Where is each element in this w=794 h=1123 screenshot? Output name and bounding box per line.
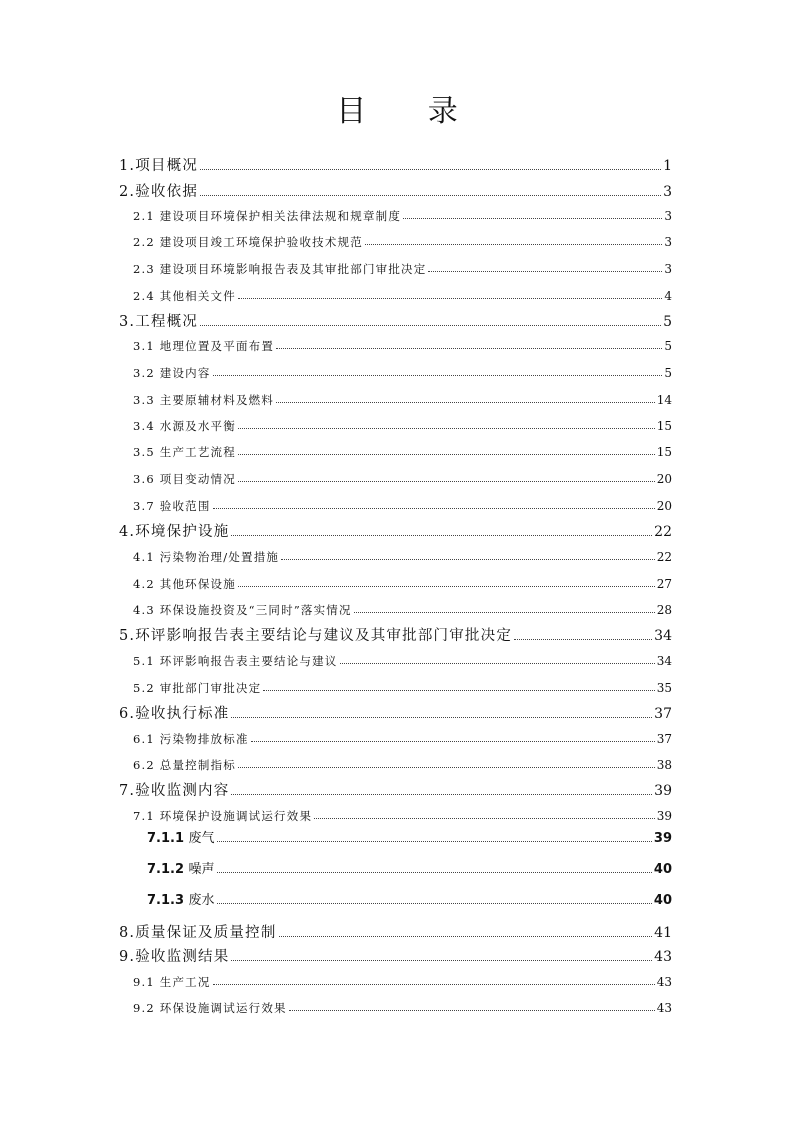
toc-dot-leader <box>365 243 662 245</box>
toc-entry[interactable] <box>119 732 672 747</box>
toc-page-number: 43 <box>656 975 672 989</box>
toc-entry-text: 3.1 地理位置及平面布置 <box>133 339 275 353</box>
toc-entry-text: 3.工程概况 <box>119 314 199 330</box>
toc-dot-leader <box>276 401 655 403</box>
toc-dot-leader <box>217 871 652 873</box>
toc-dot-leader <box>354 611 655 613</box>
toc-entry[interactable] <box>119 157 672 175</box>
toc-entry-text: 1.项目概况 <box>119 158 199 174</box>
toc-entry-text: 4.1 污染物治理/处置措施 <box>133 550 280 564</box>
toc-dot-leader <box>314 817 655 819</box>
toc-entry[interactable] <box>119 262 672 277</box>
toc-dot-leader <box>238 297 662 299</box>
toc-page-number: 3 <box>664 209 672 223</box>
toc-entry[interactable] <box>119 892 672 909</box>
toc-page-number: 40 <box>653 862 672 877</box>
toc-dot-leader <box>238 427 655 429</box>
toc-entry[interactable] <box>119 861 672 878</box>
toc-entry[interactable] <box>119 758 672 773</box>
toc-page-number: 28 <box>656 603 672 617</box>
toc-entry[interactable] <box>119 681 672 696</box>
toc-entry[interactable] <box>119 948 672 966</box>
toc-dot-leader <box>213 507 655 509</box>
toc-dot-leader <box>238 766 655 768</box>
toc-dot-leader <box>231 793 652 795</box>
toc-entry-text: 7.验收监测内容 <box>119 783 230 799</box>
toc-entry-text: 3.6 项目变动情况 <box>133 472 236 486</box>
toc-entry-text: 3.7 验收范围 <box>133 499 211 513</box>
toc-entry-text: 5.1 环评影响报告表主要结论与建议 <box>133 654 338 668</box>
toc-page-number: 20 <box>656 472 672 486</box>
toc-entry-text: 2.4 其他相关文件 <box>133 289 236 303</box>
toc-page-number: 34 <box>656 654 672 668</box>
toc-page-number: 39 <box>654 783 672 799</box>
toc-entry-text: 4.环境保护设施 <box>119 524 230 540</box>
toc-page-number: 5 <box>663 314 672 330</box>
toc-entry-text: 9.1 生产工况 <box>133 975 211 989</box>
toc-page-number: 22 <box>656 550 672 564</box>
toc-page-number: 43 <box>656 1001 672 1015</box>
toc-page-number: 39 <box>656 809 672 823</box>
toc-entry-text: 6.1 污染物排放标准 <box>133 732 249 746</box>
toc-entry-text <box>147 830 215 847</box>
toc-page-number: 22 <box>654 524 672 540</box>
toc-entry[interactable] <box>119 445 672 460</box>
toc-entry-label: 废水 <box>188 893 215 908</box>
toc-page-number: 35 <box>656 681 672 695</box>
toc-entry-label: 噪声 <box>188 862 215 877</box>
toc-entry[interactable] <box>119 654 672 669</box>
toc-page-number: 41 <box>654 925 672 941</box>
toc-entry-text: 3.5 生产工艺流程 <box>133 445 236 459</box>
toc-dot-leader <box>238 585 655 587</box>
toc-dot-leader <box>238 480 655 482</box>
toc-page-number: 3 <box>664 235 672 249</box>
toc-dot-leader <box>276 347 662 349</box>
toc-page-number: 5 <box>664 339 672 353</box>
toc-dot-leader <box>217 840 652 842</box>
toc-page-number: 4 <box>664 289 672 303</box>
toc-entry[interactable] <box>119 313 672 331</box>
toc-entry[interactable] <box>119 209 672 224</box>
toc-page-number: 3 <box>664 262 672 276</box>
toc-page-number: 20 <box>656 499 672 513</box>
toc-entry-text: 9.2 环保设施调试运行效果 <box>133 1001 287 1015</box>
toc-entry[interactable] <box>119 235 672 250</box>
toc-entry-number: 7.1.1 <box>147 831 185 846</box>
toc-page-number: 15 <box>656 445 672 459</box>
toc-entry[interactable] <box>119 1001 672 1016</box>
toc-entry[interactable] <box>119 183 672 201</box>
toc-entry-text: 3.3 主要原辅材料及燃料 <box>133 393 275 407</box>
toc-entry-text: 6.2 总量控制指标 <box>133 758 236 772</box>
toc-entry[interactable] <box>119 627 672 645</box>
toc-dot-leader <box>213 374 663 376</box>
toc-dot-leader <box>238 453 655 455</box>
toc-entry-text: 3.4 水源及水平衡 <box>133 419 236 433</box>
toc-page-number: 43 <box>654 949 672 965</box>
toc-entry-text: 4.3 环保设施投资及“三同时”落实情况 <box>133 603 352 617</box>
toc-dot-leader <box>200 194 661 196</box>
toc-page-number: 34 <box>654 628 672 644</box>
toc-dot-leader <box>200 324 661 326</box>
toc-entry[interactable] <box>119 924 672 942</box>
toc-entry-text: 2.1 建设项目环境保护相关法律法规和规章制度 <box>133 209 402 223</box>
toc-dot-leader <box>263 689 654 691</box>
toc-entry[interactable] <box>119 366 672 381</box>
toc-entry[interactable] <box>119 550 672 565</box>
toc-entry-number: 7.1.3 <box>147 893 185 908</box>
toc-page-number: 37 <box>656 732 672 746</box>
toc-dot-leader <box>403 217 662 219</box>
toc-dot-leader <box>428 270 662 272</box>
toc-entry[interactable] <box>119 809 672 824</box>
toc-dot-leader <box>340 662 655 664</box>
toc-entry-text <box>147 892 215 909</box>
toc-page-number: 5 <box>664 366 672 380</box>
toc-dot-leader <box>231 959 652 961</box>
toc-entry-label: 废气 <box>188 831 215 846</box>
toc-dot-leader <box>231 534 652 536</box>
toc-entry[interactable] <box>119 289 672 304</box>
toc-entry-text: 5.2 审批部门审批决定 <box>133 681 262 695</box>
toc-page-number: 15 <box>656 419 672 433</box>
toc-dot-leader <box>200 168 661 170</box>
toc-page-number: 38 <box>656 758 672 772</box>
toc-entry[interactable] <box>119 499 672 514</box>
toc-entry[interactable] <box>119 472 672 487</box>
toc-entry-text: 6.验收执行标准 <box>119 706 230 722</box>
toc-dot-leader <box>217 902 652 904</box>
toc-entry[interactable] <box>119 782 672 800</box>
toc-page-number: 39 <box>653 831 672 846</box>
toc-entry[interactable] <box>119 523 672 541</box>
toc-entry-text: 4.2 其他环保设施 <box>133 577 236 591</box>
toc-dot-leader <box>514 638 652 640</box>
toc-entry-text: 2.验收依据 <box>119 184 199 200</box>
toc-entry-text: 2.3 建设项目环境影响报告表及其审批部门审批决定 <box>133 262 427 276</box>
toc-page-number: 1 <box>663 158 672 174</box>
toc-entry-text: 3.2 建设内容 <box>133 366 211 380</box>
toc-entry-text: 7.1 环境保护设施调试运行效果 <box>133 809 313 823</box>
toc-dot-leader <box>281 558 655 560</box>
toc-entry[interactable] <box>119 705 672 723</box>
toc-entry[interactable] <box>119 830 672 847</box>
toc-entry[interactable] <box>119 603 672 618</box>
toc-entry[interactable] <box>119 975 672 990</box>
toc-dot-leader <box>213 983 655 985</box>
toc-page-number: 27 <box>656 577 672 591</box>
toc-page-number: 14 <box>656 393 672 407</box>
toc-entry-number: 7.1.2 <box>147 862 185 877</box>
toc-entry[interactable] <box>119 339 672 354</box>
toc-dot-leader <box>231 716 652 718</box>
toc-dot-leader <box>279 935 653 937</box>
toc-dot-leader <box>289 1009 655 1011</box>
toc-entry-text: 9.验收监测结果 <box>119 949 230 965</box>
toc-dot-leader <box>251 740 655 742</box>
toc-entry-text <box>147 861 215 878</box>
toc-page-number: 37 <box>654 706 672 722</box>
toc-entry-text: 8.质量保证及质量控制 <box>119 925 277 941</box>
toc-page-number: 40 <box>653 893 672 908</box>
toc-entry-text: 2.2 建设项目竣工环境保护验收技术规范 <box>133 235 363 249</box>
toc-entry-text: 5.环评影响报告表主要结论与建议及其审批部门审批决定 <box>119 628 513 644</box>
toc-entry[interactable] <box>119 419 672 434</box>
toc-page-number: 3 <box>663 184 672 200</box>
toc-entry[interactable] <box>119 577 672 592</box>
toc-entry[interactable] <box>119 393 672 408</box>
toc-title: 目 录 <box>336 94 484 129</box>
